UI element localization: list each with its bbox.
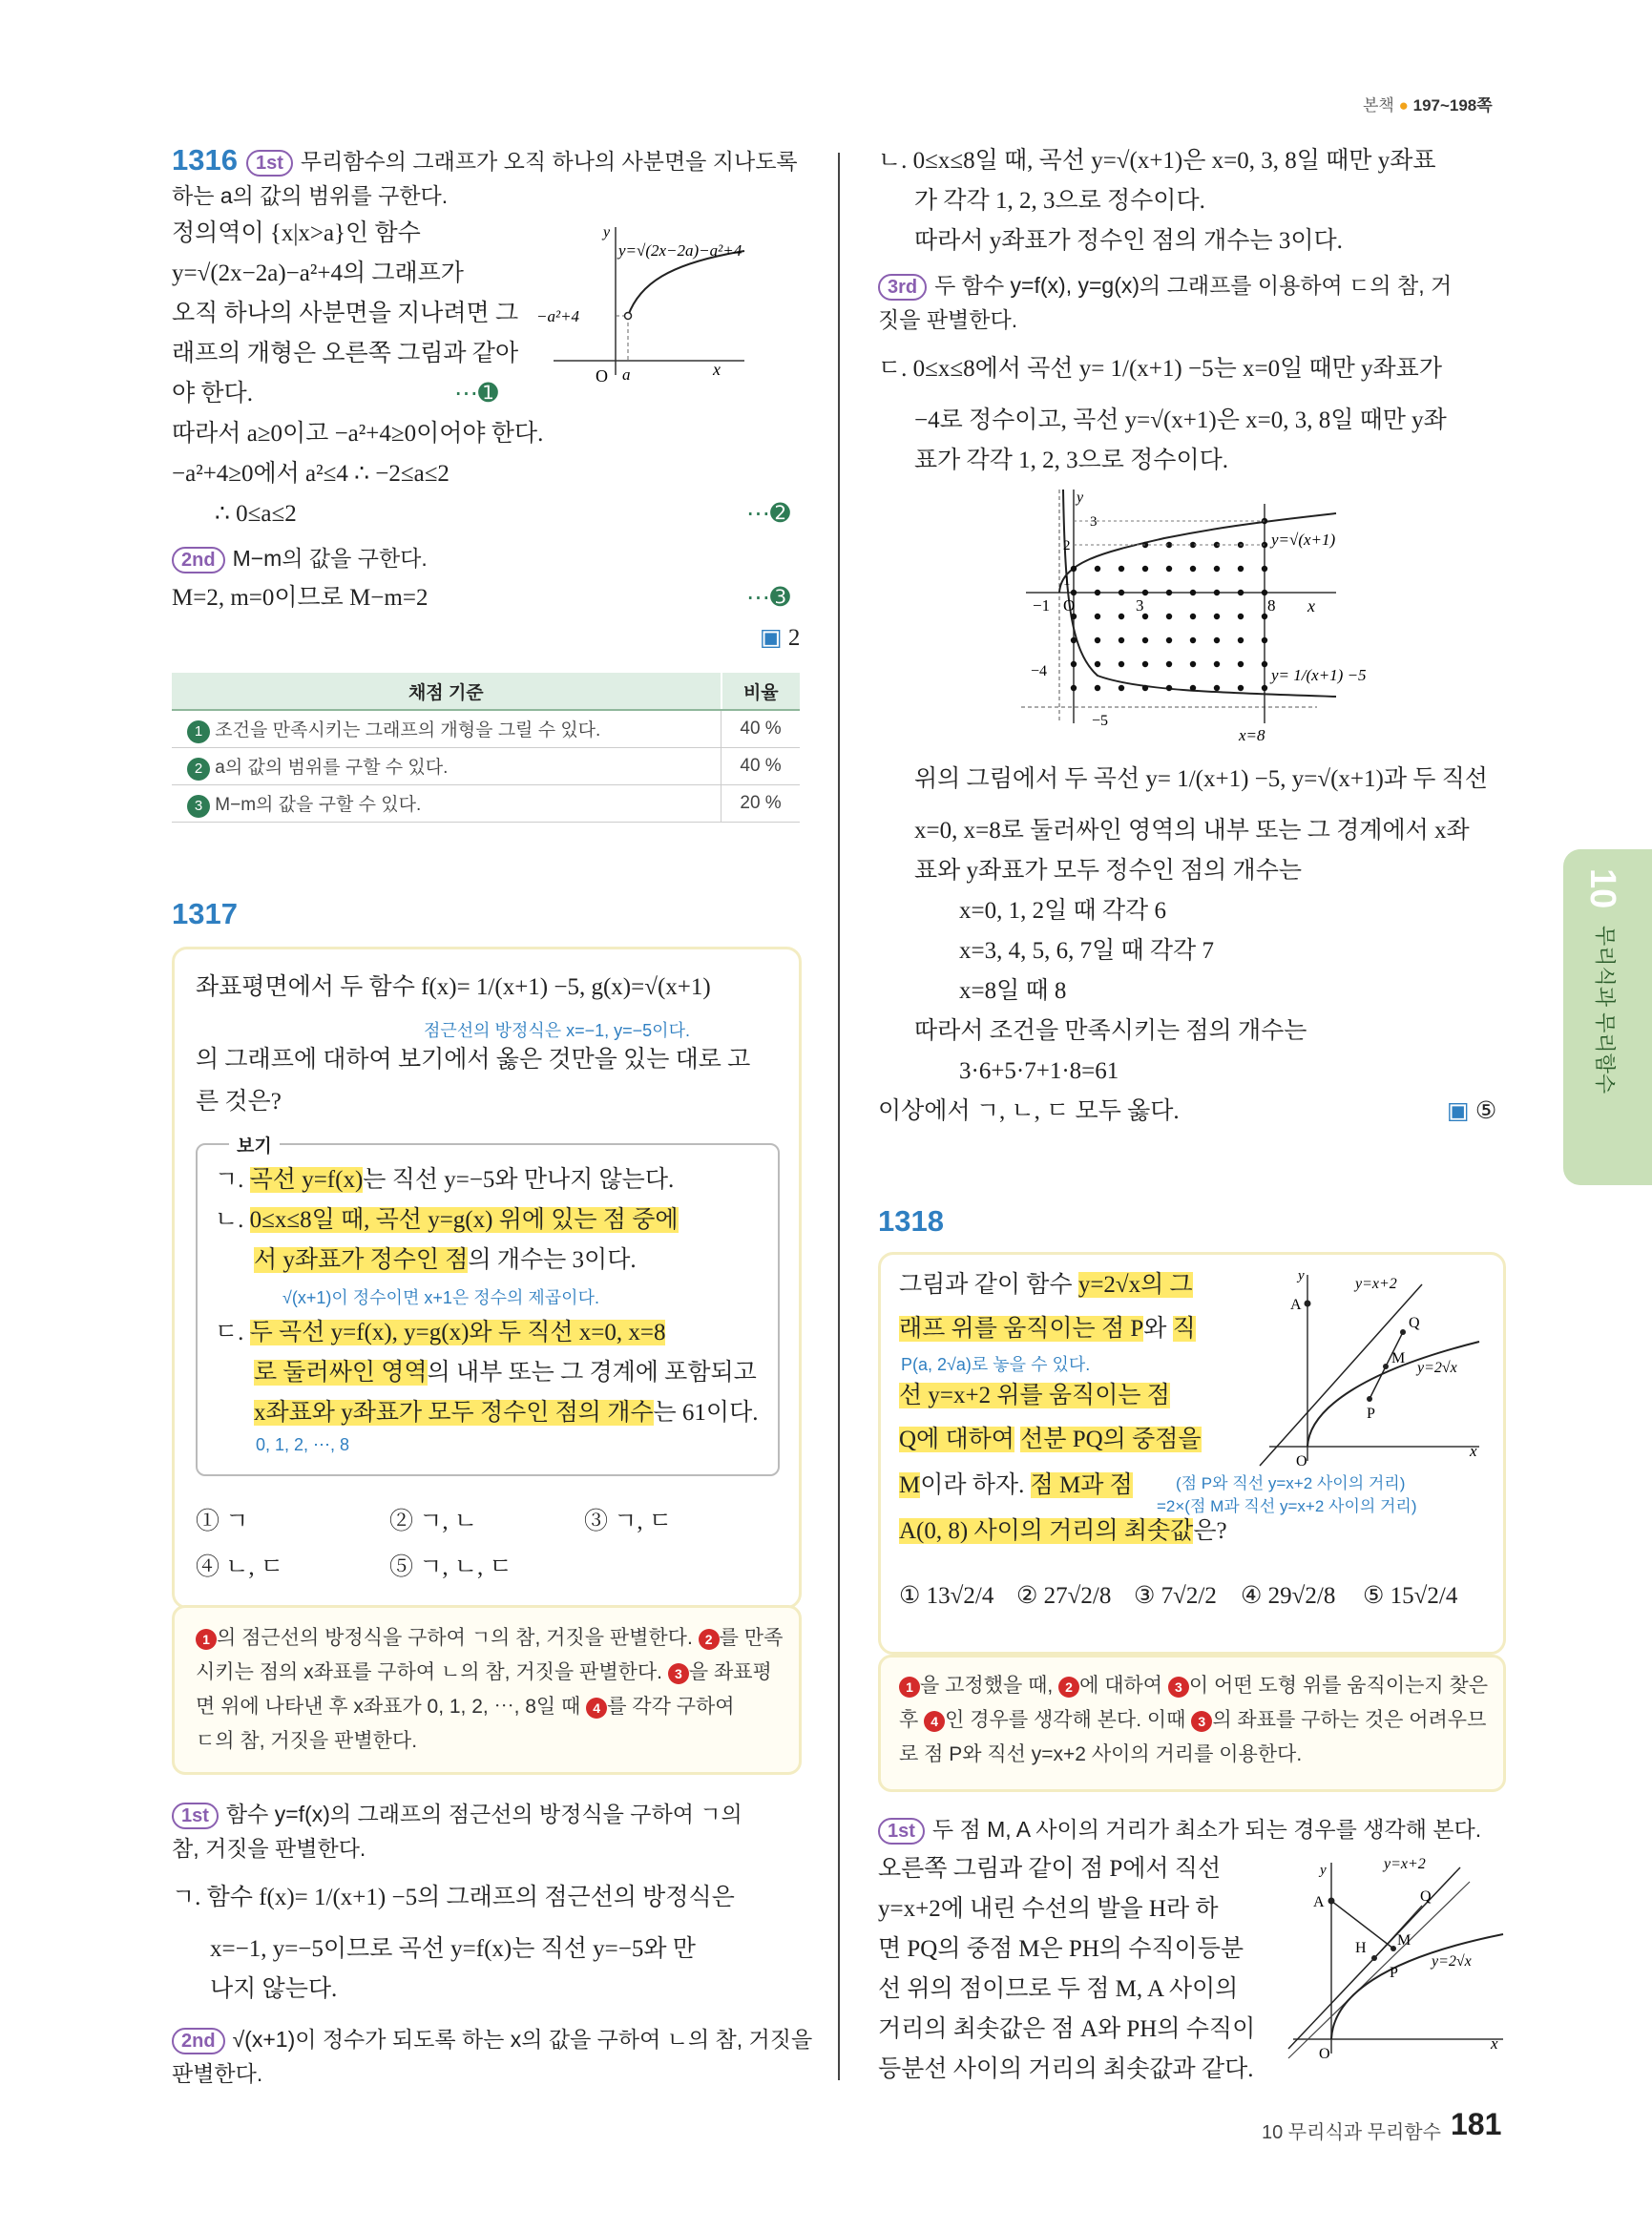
step-marker-icon: 1 [196,1629,217,1650]
tick-label: 3 [1136,596,1144,615]
tip-text: 면 위에 나타낸 후 x좌표가 0, 1, 2, ⋯, 8일 때 [196,1696,581,1718]
footer-chapter: 10 무리식과 무리함수 [1262,2122,1441,2143]
text-line: 오직 하나의 사분면을 지나려면 그 [172,301,519,326]
text-line: 면 PQ의 중점 M은 PH의 수직이등분 [878,1936,1244,1962]
graph-1318-solution [1279,1853,1508,2063]
text-line: 래프의 개형은 오른쪽 그림과 같아 [172,341,519,366]
text-line: ㄱ. 함수 f(x)= 1/(x+1) −5의 그래프의 점근선의 방정식은 [172,1885,735,1910]
tip-line [196,1691,735,1723]
highlight-text: 로 둘러싸인 영역 [254,1360,428,1386]
tip-text: 이 어떤 도형 위를 움직이는지 찾은 [1188,1675,1489,1697]
highlight-text: 두 곡선 y=f(x), y=g(x)와 두 직선 x=0, x=8 [249,1320,666,1345]
marker-2: ⋯➋ [746,501,790,527]
lattice-point [1262,590,1267,595]
lattice-point [1262,637,1267,643]
step-tag: 2nd [172,547,225,573]
lattice-point [1142,661,1148,667]
table-cell: 40 % [721,748,800,785]
highlight-text: 0≤x≤8일 때, 곡선 y=g(x) 위에 있는 점 중에 [249,1207,679,1233]
column-divider [838,153,840,2080]
tip-line [196,1622,783,1655]
lattice-point [1166,685,1172,691]
page-range: 197~198쪽 [1412,96,1493,115]
tip-text: 에 대하여 [1079,1675,1163,1697]
step-marker-icon: 2 [1058,1677,1079,1698]
table-header: 채점 기준 [172,673,721,710]
highlight-text: x좌표와 y좌표가 모두 정수인 점의 개수 [254,1400,654,1426]
highlight-text: y=2√x의 그 [1077,1272,1193,1298]
bogi-item-2 [215,1204,679,1237]
point-a-label: A [1290,1297,1302,1313]
highlight-text: 곡선 y=f(x) [249,1167,364,1193]
step-tag: 2nd [172,2028,225,2054]
question-text: 른 것은? [196,1089,282,1115]
step-marker-icon: 3 [1191,1711,1212,1732]
lattice-point [1119,590,1124,595]
chapter-number: 10 [1582,868,1622,909]
text-line: 거리의 최솟값은 점 A와 PH의 수직이 [878,2016,1256,2042]
table-row [172,710,800,748]
item-text: 는 61이다. [653,1400,759,1426]
axis-y-label: y [1320,1863,1327,1878]
table-header: 비율 [721,673,800,710]
y-intercept-label: −a²+4 [536,307,580,325]
step1-title-cont: 하는 a의 값의 범위를 구한다. [172,183,449,208]
point-m-label: M [1397,1932,1412,1949]
annotation-note: 점근선의 방정식은 x=−1, y=−5이다. [424,1021,690,1040]
question-line [899,1470,1133,1502]
answer-1316 [760,622,800,655]
lattice-point [1119,661,1124,667]
text-line: M=2, m=0이므로 M−m=2 [172,585,429,611]
step-marker-icon: 4 [586,1698,607,1719]
lattice-point [1238,661,1244,667]
text-line: −a²+4≥0에서 a²≤4 ∴ −2≤a≤2 [172,461,450,487]
question-line [899,1269,1193,1302]
text-line: 따라서 y좌표가 정수인 점의 개수는 3이다. [914,228,1343,254]
choice-4[interactable]: ④ 29√2/8 [1241,1583,1336,1609]
step-text: M−m의 값을 구한다. [232,546,428,571]
header [1363,92,1493,115]
lattice-point [1238,614,1244,619]
step-text: 참, 거짓을 판별한다. [172,1836,366,1861]
lattice-point [1190,566,1196,572]
lattice-point [1166,637,1172,643]
lattice-point [1095,590,1100,595]
tip-text: 인 경우를 생각해 본다. 이때 [945,1709,1186,1731]
lattice-point [1071,685,1077,691]
tick-label: −1 [1033,596,1051,615]
lattice-point [1190,614,1196,619]
text-line: y=√(2x−2a)−a²+4의 그래프가 [172,261,464,286]
axis-x-label: x [1491,2034,1498,2053]
point-p-label: P [1390,1965,1398,1981]
text-line: 이상에서 ㄱ, ㄴ, ㄷ 모두 옳다. [878,1098,1180,1124]
text-line: x=−1, y=−5이므로 곡선 y=f(x)는 직선 y=−5와 만 [210,1936,696,1962]
bullet-icon: ● [1398,96,1409,115]
marker-3: ⋯➌ [746,585,790,611]
answer-1317 [1447,1095,1496,1128]
step-text: 함수 y=f(x)의 그래프의 점근선의 방정식을 구하여 ㄱ의 [225,1802,742,1826]
lattice-point [1214,590,1220,595]
question-line [899,1313,1196,1345]
text-line: 따라서 조건을 만족시키는 점의 개수는 [914,1018,1307,1044]
highlight-text: Q에 대하여 [899,1427,1014,1452]
question-line [899,1424,1202,1456]
lattice-point [1238,637,1244,643]
problem-number-1317: 1317 [172,897,238,930]
item-text: 는 직선 y=−5와 만나지 않는다. [363,1167,675,1193]
tip-text: 을 좌표평 [688,1661,772,1683]
text-line: 표와 y좌표가 모두 정수인 점의 개수는 [914,858,1303,884]
curve-g-label: y=√(x+1) [1271,531,1336,549]
text-line: x=0, 1, 2일 때 각각 6 [959,898,1166,924]
bogi-item-3 [215,1317,665,1349]
text-line: −4로 정수이고, 곡선 y=√(x+1)은 x=0, 3, 8일 때만 y좌 [914,407,1447,433]
table-cell: a의 값의 범위를 구할 수 있다. [215,757,449,778]
question-text: 그림과 같이 함수 [899,1272,1073,1298]
origin-label: O [1319,2046,1330,2062]
highlight-text: 선분 PQ의 중점을 [1020,1427,1202,1452]
lattice-point [1166,661,1172,667]
text-line: ㄴ. 0≤x≤8일 때, 곡선 y=√(x+1)은 x=0, 3, 8일 때만 y좌표 [878,148,1436,174]
axis-x-label: x [1470,1442,1477,1460]
curve-label: y=√(2x−2a)−a²+4 [618,241,742,260]
tip-line [196,1657,772,1689]
lattice-point [1119,637,1124,643]
step-marker-icon: 3 [668,1663,689,1684]
line-label: y=x+2 [1355,1276,1397,1292]
step-marker-icon: 4 [924,1711,945,1732]
highlight-text: 서 y좌표가 정수인 점 [254,1247,469,1273]
question-text: 의 그래프에 대하여 보기에서 옳은 것만을 있는 대로 고 [196,1047,751,1073]
annotation-note: P(a, 2√a)로 놓을 수 있다. [901,1355,1091,1374]
step-tag: 1st [172,1803,219,1829]
step-marker-icon: 1 [899,1677,920,1698]
step-text: √(x+1)이 정수가 되도록 하는 x의 값을 구하여 ㄴ의 참, 거짓을 [232,2027,813,2052]
point-m-label: M [1391,1350,1406,1366]
annotation-note: (점 P와 직선 y=x+2 사이의 거리) [1176,1474,1406,1492]
tip-text: 시키는 점의 x좌표를 구하여 ㄴ의 참, 거짓을 판별한다. [196,1661,663,1683]
choice-2[interactable]: ② ㄱ, ㄴ [389,1509,478,1534]
answer-icon: ▣ [1447,1098,1475,1124]
question-text: 와 [1143,1316,1167,1342]
lattice-point [1071,590,1077,595]
lattice-point [1190,590,1196,595]
point-q-label: Q [1409,1315,1420,1331]
text-line: 표가 각각 1, 2, 3으로 정수이다. [914,448,1229,473]
text-line: y=x+2에 내린 수선의 발을 H라 하 [878,1896,1219,1922]
tip-text: 를 만족 [719,1627,784,1649]
tick-label: −5 [1092,713,1109,729]
text-line: 3·6+5·7+1·8=61 [959,1058,1119,1084]
lattice-graph [1021,485,1422,742]
lattice-point [1238,590,1244,595]
question-text: 이라 하자. [920,1472,1025,1498]
item-text: 의 개수는 3이다. [468,1247,637,1273]
problem-number-1316: 1316 [172,143,238,177]
text-line: 정의역이 {x|x>a}인 함수 [172,220,421,246]
choice-2[interactable]: ② 27√2/8 [1016,1583,1112,1609]
lattice-point [1214,637,1220,643]
text-line: 위의 그림에서 두 곡선 y= 1/(x+1) −5, y=√(x+1)과 두 직선 [914,766,1488,792]
book-label: 본책 [1363,96,1394,115]
lattice-point [1095,685,1100,691]
text-line: 야 한다. [172,381,253,407]
tip-text: 의 점근선의 방정식을 구하여 ㄱ의 참, 거짓을 판별한다. [217,1627,693,1649]
highlight-text: 직 [1172,1316,1196,1342]
tip-text: 후 [899,1709,919,1731]
choice-1[interactable]: ① 13√2/4 [899,1583,994,1609]
tick-label: −4 [1031,663,1048,679]
curve-label: y=2√x [1417,1360,1457,1376]
bogi-item-2-cont [254,1244,637,1277]
lattice-point [1095,566,1100,572]
origin-label: O [1063,596,1076,615]
answer-value: ⑤ [1474,1098,1497,1124]
lattice-point [1095,614,1100,619]
bogi-item-3-cont [254,1357,757,1389]
tip-text: 의 좌표를 구하는 것은 어려우므 [1212,1709,1487,1731]
lattice-point [1119,614,1124,619]
annotation-note: =2×(점 M과 직선 y=x+2 사이의 거리) [1157,1497,1417,1515]
marker-1: ⋯➊ [454,381,498,407]
axis-x-label: x [1307,596,1315,615]
lattice-point [1214,685,1220,691]
text-line: 따라서 a≥0이고 −a²+4≥0이어야 한다. [172,421,544,447]
step-marker-icon: 3 [1168,1677,1189,1698]
table-cell: 20 % [721,785,800,823]
line-label: y=x+2 [1384,1856,1426,1872]
lattice-point [1142,566,1148,572]
step-text: 무리함수의 그래프가 오직 하나의 사분면을 지나도록 [300,149,798,174]
table-cell: 조건을 만족시키는 그래프의 개형을 그릴 수 있다. [215,719,601,740]
curve-label: y=2√x [1432,1953,1472,1970]
choice-1[interactable]: ① ㄱ [196,1509,249,1534]
tip-text: 을 고정했을 때, [920,1675,1054,1697]
answer-value: 2 [787,625,801,651]
bogi-item-3-cont2 [254,1397,758,1429]
step-circle: 3 [187,795,210,818]
step-text: 두 점 M, A 사이의 거리가 최소가 되는 경우를 생각해 본다. [931,1817,1482,1842]
lattice-point [1071,661,1077,667]
point-p-label: P [1367,1406,1375,1422]
choice-5[interactable]: ⑤ 15√2/4 [1363,1583,1458,1609]
question-line [899,1515,1227,1548]
tick-label: 2 [1063,538,1071,553]
origin-label: O [596,366,608,386]
step-circle: 1 [187,720,210,743]
table-row [172,748,800,785]
highlight-text: 선 y=x+2 위를 움직이는 점 [899,1383,1170,1408]
text-line: x=0, x=8로 둘러싸인 영역의 내부 또는 그 경계에서 x좌 [914,818,1470,844]
lattice-point [1262,661,1267,667]
annotation-note: √(x+1)이 정수이면 x+1은 정수의 제곱이다. [282,1288,599,1307]
problem-number-1318: 1318 [878,1204,944,1238]
tick-label: 1 [1063,573,1071,589]
text-line: x=3, 4, 5, 6, 7일 때 각각 7 [959,938,1214,964]
chapter-label: 무리식과 무리함수 [1593,926,1617,1095]
axis-y-label: y [603,224,611,240]
item-label: ㄱ. [215,1167,244,1193]
tip-line [899,1670,1488,1702]
lattice-point [1166,590,1172,595]
curve-f-label: y= 1/(x+1) −5 [1271,666,1367,684]
grading-table [172,673,800,823]
point-a-label: A [1313,1894,1325,1910]
lattice-point [1214,661,1220,667]
lattice-point [1095,637,1100,643]
step-marker-icon: 2 [699,1629,720,1650]
lattice-point [1238,566,1244,572]
lattice-point [1190,685,1196,691]
axis-y-label: y [1077,490,1084,506]
text-line: x=8일 때 8 [959,978,1067,1004]
tip-line: 로 점 P와 직선 y=x+2 사이의 거리를 이용한다. [899,1743,1303,1765]
highlight-text: 래프 위를 움직이는 점 P [899,1316,1144,1342]
text-line: 오른쪽 그림과 같이 점 P에서 직선 [878,1856,1222,1882]
text-line: ㄷ. 0≤x≤8에서 곡선 y= 1/(x+1) −5는 x=0일 때만 y좌표가 [878,356,1442,382]
page-number: 181 [1451,2107,1502,2141]
text-line: 가 각각 1, 2, 3으로 정수이다. [914,188,1205,214]
choice-4[interactable]: ④ ㄴ, ㄷ [196,1554,284,1580]
point-a-label: a [622,365,631,384]
lattice-point [1190,661,1196,667]
step-tag: 3rd [878,274,927,301]
step1-1318 [878,1813,1481,1845]
highlight-text: M [899,1472,921,1498]
tip-text: 를 각각 구하여 [607,1696,735,1718]
line-label: x=8 [1239,726,1265,742]
tick-label: 8 [1267,596,1276,615]
item-text: 의 내부 또는 그 경계에 포함되고 [427,1360,757,1386]
highlight-text: A(0, 8) 사이의 거리의 최솟값 [899,1518,1194,1544]
lattice-point [1166,614,1172,619]
lattice-point [1071,637,1077,643]
table-row [172,785,800,823]
origin-label: O [1296,1453,1307,1470]
lattice-point [1214,614,1220,619]
item-label: ㄷ. [215,1320,244,1345]
lattice-point [1262,566,1267,572]
step-tag: 1st [878,1818,925,1845]
lattice-point [1166,566,1172,572]
step3-1317 [878,269,1452,302]
lattice-point [1142,637,1148,643]
lattice-point [1238,685,1244,691]
lattice-point [1262,685,1267,691]
chapter-side-tab[interactable] [1563,849,1652,1185]
bogi-label: 보기 [229,1132,280,1157]
lattice-point [1190,637,1196,643]
step2-title [172,542,428,574]
step-text: 판별한다. [172,2061,263,2086]
table-cell: M−m의 값을 구할 수 있다. [215,794,422,815]
lattice-point [1142,590,1148,595]
question-text: 좌표평면에서 두 함수 f(x)= 1/(x+1) −5, g(x)=√(x+1) [196,974,711,1000]
choice-5[interactable]: ⑤ ㄱ, ㄴ, ㄷ [389,1554,512,1580]
step-text: 짓을 판별한다. [878,307,1018,332]
graph-1316 [534,218,821,389]
point-h-label: H [1355,1940,1367,1956]
lattice-point [1119,685,1124,691]
step1-1317 [172,1798,742,1830]
step-tag: 1st [246,150,293,177]
question-text: 은? [1193,1518,1227,1544]
highlight-text: 점 M과 점 [1030,1472,1133,1498]
lattice-point [1071,566,1077,572]
answer-icon: ▣ [760,625,788,651]
lattice-point [1119,566,1124,572]
text-line: 선 위의 점이므로 두 점 M, A 사이의 [878,1976,1239,2002]
text-line: ∴ 0≤a≤2 [215,501,297,527]
axis-x-label: x [713,360,721,379]
tick-label: 3 [1090,514,1098,530]
tip-line: ㄷ의 참, 거짓을 판별한다. [196,1730,418,1752]
step-text: 두 함수 y=f(x), y=g(x)의 그래프를 이용하여 ㄷ의 참, 거 [934,273,1453,298]
table-cell: 40 % [721,710,800,748]
question-line [899,1380,1170,1412]
lattice-point [1214,566,1220,572]
step-circle: 2 [187,758,210,781]
tip-line [899,1704,1486,1737]
choice-3[interactable]: ③ 7√2/2 [1134,1583,1217,1609]
text-line: 나지 않는다. [210,1976,338,2002]
graph-1318 [1250,1265,1489,1475]
bogi-item-1 [215,1164,674,1197]
choice-3[interactable]: ③ ㄱ, ㄷ [584,1509,673,1534]
lattice-point [1095,661,1100,667]
step1-title [246,145,798,177]
text-line: 등분선 사이의 거리의 최솟값과 같다. [878,2056,1254,2082]
item-label: ㄴ. [215,1207,244,1233]
point-q-label: Q [1420,1888,1432,1905]
axis-y-label: y [1298,1268,1305,1283]
step2-1317 [172,2023,812,2055]
lattice-point [1142,685,1148,691]
annotation-note: 0, 1, 2, ⋯, 8 [256,1435,350,1454]
